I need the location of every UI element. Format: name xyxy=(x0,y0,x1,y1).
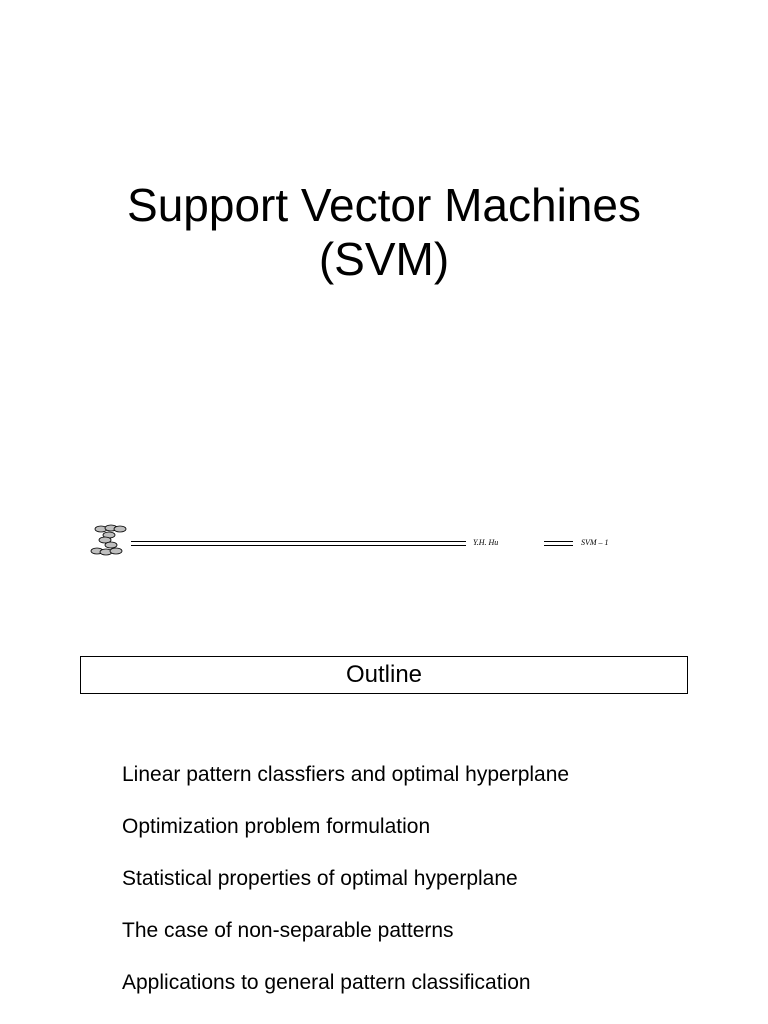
slide-title-line-1: Support Vector Machines xyxy=(127,179,641,231)
footer-rule-right xyxy=(544,541,573,546)
footer-rule-left xyxy=(131,541,466,546)
outline-item: The case of non-separable patterns xyxy=(122,919,454,942)
outline-item: Statistical properties of optimal hyperplane xyxy=(122,867,518,890)
slide-title-line-2: (SVM) xyxy=(318,233,450,285)
outline-item: Optimization problem formulation xyxy=(122,815,431,838)
outline-item: Applications to general pattern classification xyxy=(122,971,531,994)
stacked-ellipses-logo-icon xyxy=(89,524,129,558)
outline-heading-box xyxy=(80,656,688,694)
outline-list xyxy=(122,762,569,1022)
footer-page-ref: SVM – 1 xyxy=(581,538,609,547)
outline-heading: Outline xyxy=(345,661,423,688)
footer-author: Y.H. Hu xyxy=(473,538,499,547)
outline-item: Linear pattern classfiers and optimal hyperplane xyxy=(122,763,570,786)
